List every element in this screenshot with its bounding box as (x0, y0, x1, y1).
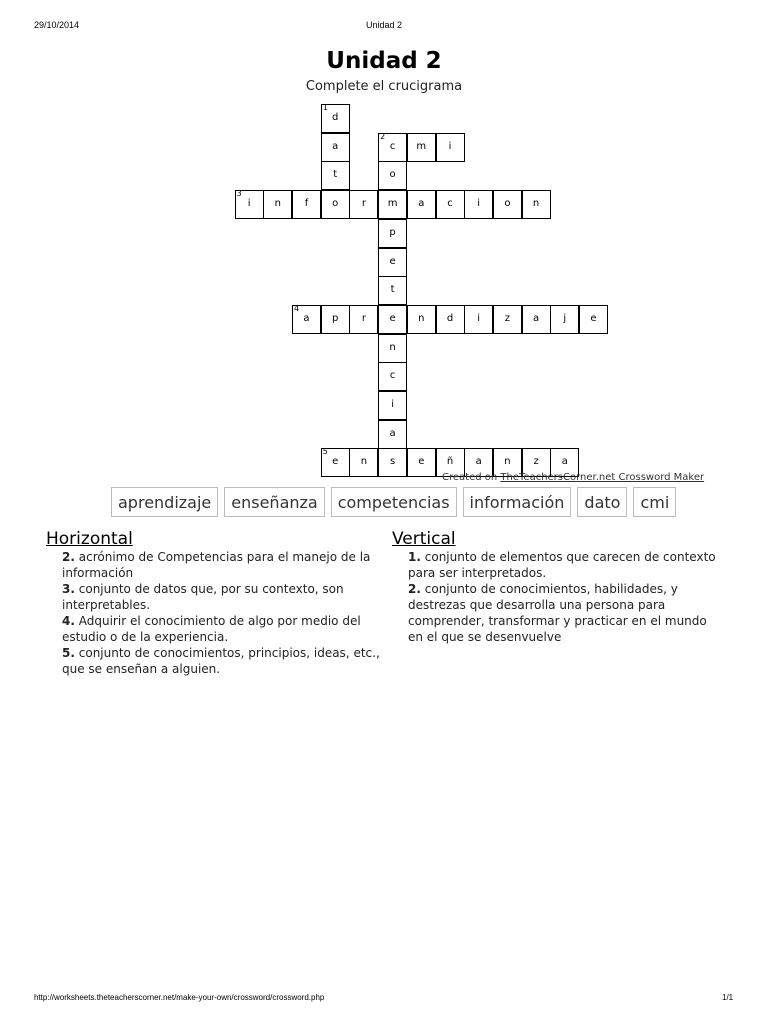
crossword-cell[interactable] (321, 305, 350, 334)
crossword-cell[interactable] (349, 448, 378, 477)
word-bank-item: cmi (633, 487, 676, 517)
crossword-cell[interactable] (378, 161, 407, 190)
cell-letter: p (389, 226, 396, 238)
clue-item: 2. acrónimo de Competencias para el manejo de la información (62, 550, 371, 580)
cell-letter: n (418, 312, 425, 324)
crossword-cell[interactable] (378, 133, 407, 162)
clue-item: 2. conjunto de conocimientos, habilidades, y destrezas que desarrolla una persona para comprender, transformar y practicar en el mundo en el que se desenvuelve (408, 582, 707, 644)
crossword-cell[interactable] (321, 161, 350, 190)
print-page-title: Unidad 2 (365, 20, 403, 30)
crossword-cell[interactable] (407, 190, 436, 219)
crossword-cell[interactable] (550, 305, 579, 334)
page-subtitle: Complete el crucigrama (305, 79, 463, 94)
crossword-cell[interactable] (493, 305, 522, 334)
cell-letter: a (418, 198, 425, 210)
cell-letter: m (416, 140, 427, 152)
cell-letter: r (361, 198, 366, 210)
cell-letter: t (333, 169, 338, 181)
crossword-cell[interactable] (263, 190, 292, 219)
crossword-cell[interactable] (349, 305, 378, 334)
cell-letter: c (447, 198, 453, 210)
print-date: 29/10/2014 (34, 20, 80, 30)
cell-letter: i (391, 399, 394, 410)
cell-letter: c (389, 370, 396, 382)
cell-letter: i (247, 198, 251, 210)
cell-letter: a (561, 456, 568, 468)
cell-letter: p (332, 312, 339, 324)
crossword-cell[interactable] (235, 190, 264, 219)
crossword-cell[interactable] (407, 133, 436, 162)
crossword-cell[interactable] (349, 190, 378, 219)
cell-letter: i (477, 312, 481, 324)
crossword-cell[interactable] (378, 420, 407, 449)
credit-link[interactable]: TheTeachersCorner.net Crossword Maker (500, 472, 705, 483)
cell-letter: d (446, 312, 454, 324)
clue-number: 4 (294, 303, 300, 313)
cell-letter: a (475, 456, 482, 468)
crossword-cell[interactable] (436, 133, 465, 162)
cell-letter: e (590, 312, 597, 324)
word-bank-item: aprendizaje (111, 487, 218, 517)
cell-letter: a (533, 312, 540, 324)
crossword-cell[interactable] (378, 219, 407, 248)
cell-letter: s (389, 456, 396, 468)
cell-letter: d (332, 112, 339, 123)
cell-letter: o (389, 169, 396, 181)
clue-number: 1 (322, 103, 328, 112)
cell-letter: n (274, 198, 281, 210)
crossword-cell[interactable] (522, 305, 551, 334)
crossword-cell[interactable] (321, 448, 350, 477)
clue-number: 5 (322, 447, 328, 457)
vertical-heading: Vertical (392, 529, 456, 549)
word-bank-item: enseñanza (224, 487, 324, 517)
clue-number: 2 (380, 131, 386, 141)
crossword-cell[interactable] (321, 104, 350, 133)
crossword-cell[interactable] (493, 190, 522, 219)
cell-letter: a (303, 312, 310, 324)
horizontal-heading: Horizontal (46, 529, 133, 549)
cell-letter: f (304, 198, 309, 210)
clue-number: 3 (236, 189, 242, 199)
word-bank-item: información (463, 487, 572, 517)
crossword-cell[interactable] (378, 391, 407, 420)
cell-letter: i (448, 140, 452, 152)
cell-letter: a (389, 427, 396, 439)
cell-letter: n (389, 341, 396, 353)
crossword-cell[interactable] (378, 362, 407, 391)
cell-letter: o (504, 198, 511, 210)
crossword-cell[interactable] (378, 248, 407, 277)
cell-letter: o (332, 198, 339, 210)
cell-letter: z (533, 456, 539, 468)
crossword-cell[interactable] (321, 133, 350, 162)
word-bank (111, 487, 676, 519)
clue-item: 5. conjunto de conocimientos, principios, ideas, etc., que se enseñan a alguien. (62, 646, 380, 676)
crossword-cell[interactable] (464, 305, 493, 334)
cell-letter: i (477, 198, 481, 210)
cell-letter: e (389, 255, 396, 267)
cell-letter: t (390, 284, 395, 296)
crossword-cell[interactable] (407, 305, 436, 334)
crossword-cell[interactable] (292, 190, 321, 219)
crossword-cell[interactable] (579, 305, 608, 334)
page-title: Unidad 2 (326, 48, 442, 74)
cell-letter: a (332, 140, 339, 152)
word-bank-item: competencias (331, 487, 457, 517)
cell-letter: n (360, 456, 368, 468)
vertical-clues (408, 549, 720, 645)
crossword-cell[interactable] (436, 190, 465, 219)
cell-letter: r (361, 312, 366, 324)
cell-letter: n (532, 198, 540, 210)
credit-line (442, 472, 704, 483)
cell-letter: c (389, 140, 396, 152)
word-bank-item: dato (577, 487, 627, 517)
crossword-cell[interactable] (407, 448, 436, 477)
clue-item: 1. conjunto de elementos que carecen de contexto para ser interpretados. (408, 550, 716, 580)
footer-url: http://worksheets.theteacherscorner.net/make-your-own/crossword/crossword.php (34, 993, 325, 1002)
clue-item: 4. Adquirir el conocimiento de algo por medio del estudio o de la experiencia. (62, 614, 361, 644)
crossword-cell[interactable] (321, 190, 350, 219)
crossword-cell[interactable] (378, 190, 407, 219)
cell-letter: m (387, 198, 398, 210)
cell-letter: z (504, 312, 511, 324)
horizontal-clues (62, 549, 382, 677)
cell-letter: j (563, 312, 567, 324)
clue-item: 3. conjunto de datos que, por su contexto, son interpretables. (62, 582, 344, 612)
footer-page-count: 1/1 (722, 993, 734, 1002)
crossword-cell[interactable] (378, 305, 407, 334)
cell-letter: e (332, 456, 339, 468)
cell-letter: ñ (446, 456, 454, 468)
crossword-cell[interactable] (464, 190, 493, 219)
credit-prefix: Created on (442, 472, 498, 483)
crossword-cell[interactable] (292, 305, 321, 334)
cell-letter: e (418, 456, 425, 468)
crossword-cell[interactable] (378, 334, 407, 363)
crossword-cell[interactable] (378, 448, 407, 477)
crossword-cell[interactable] (436, 305, 465, 334)
crossword-cell[interactable] (522, 190, 551, 219)
cell-letter: n (504, 456, 511, 468)
cell-letter: e (389, 312, 396, 324)
crossword-cell[interactable] (378, 276, 407, 305)
